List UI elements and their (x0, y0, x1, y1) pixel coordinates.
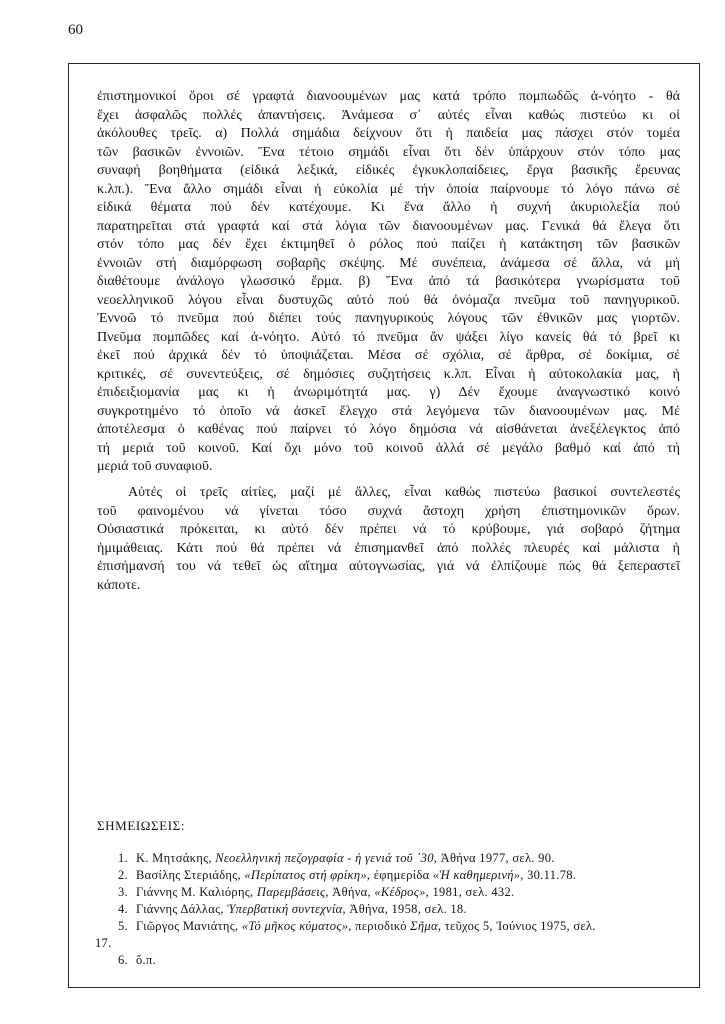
text-line: κάποτε. (97, 577, 141, 593)
note-item (118, 918, 688, 935)
note-number: 6. (118, 953, 128, 967)
note-title: Νεοελληνική πεζογραφία - ἡ γενιά τοῦ ᾽30 (215, 851, 434, 865)
note-title: «Τό μῆκος κύματος» (241, 919, 349, 933)
note-item (118, 901, 688, 918)
text-line: τῶν βασικῶν ἐννοιῶν. Ἕνα τέτοιο σημάδι εἶναι ὅτι δέν ὑπάρχουν στόν τόπο μας (97, 144, 680, 160)
note-text: , ἐφημερίδα (366, 868, 433, 882)
note-title: «Περίπατος στή φρίκη» (244, 868, 367, 882)
text-line: κ.λπ.). Ἕνα ἄλλο σημάδι εἶναι ἡ εὐκολία μέ τήν ὁποία παίρνουμε τό λόγο πάνω σέ (97, 181, 680, 197)
note-number: 4. (118, 902, 128, 916)
note-title: Ὑπερβατική συντεχνία (227, 902, 343, 916)
note-title: Παρεμβάσεις (256, 885, 326, 899)
note-text: , Ἀθήνα 1977, σελ. 90. (433, 851, 555, 865)
note-item-continuation (95, 935, 688, 952)
note-text: , Ἀθήνα, 1958, σελ. 18. (342, 902, 467, 916)
note-text: , τεῦχος 5, Ἰούνιος 1975, σελ. (437, 919, 596, 933)
paragraph (97, 484, 680, 595)
text-line: στόν τόπο μας δέν ἔχει ἐκτιμηθεῖ ὁ ρόλος πού παίζει ἡ κατάκτηση τῶν βασικῶν (97, 237, 680, 252)
note-text: , περιοδικό (348, 919, 411, 933)
note-text: Κ. Μητσάκης, (136, 851, 216, 865)
text-line: διαθέτουμε ἀνάλογο γλωσσικό ἕρμα. β) Ἕνα ἀπό τά βασικότερα γνωρίσματα τοῦ (97, 274, 680, 289)
note-text: , 30.11.78. (520, 868, 577, 882)
text-line: ἀποτέλεσμα ὁ καθένας πού παίρνει τό λόγο δημόσια νά αἰσθάνεται ἀνεξέλεγκτος ἀπό (97, 422, 680, 437)
text-line: ἐκεῖ πού ἀρχικά δέν τό ὑποψιάζεται. Μέσα σέ σχόλια, σέ ἄρθρα, σέ δοκίμια, σέ (97, 348, 680, 363)
text-line: Πνεῦμα πομπῶδες καί ἀ-νόητο. Αὐτό τό πνεῦμα ἄν ψάξει λίγο κανείς θά τό βρεῖ κι (97, 329, 680, 345)
note-title: Σῆμα (410, 919, 438, 933)
note-number: 1. (118, 851, 128, 865)
note-item (118, 867, 688, 884)
text-line: Αὐτές οἱ τρεῖς αἰτίες, μαζί μέ ἄλλες, εἶναι καθώς πιστεύω βασικοί συντελεστές (128, 485, 680, 500)
text-line: μεριά τοῦ συναφιοῦ. (97, 459, 213, 474)
text-line: Ἐννοῶ τό πνεῦμα πού διέπει τούς πανηγυρικούς λόγους τῶν ἐθνικῶν μας γιορτῶν. (97, 311, 680, 326)
note-item (118, 884, 688, 901)
text-line: ἐννοιῶν στή διαμόρφωση σοβαρῆς σκέψης. Μέ συνέπεια, ἀνάμεσα σέ ἄλλα, νά μή (97, 255, 680, 271)
text-line: ἐπιστημονικοί ὅροι σέ γραφτά διανοουμένων μας κατά τρόπο πομπωδῶς ἀ-νόητο - θά (97, 89, 680, 104)
text-line: Οὐσιαστικά πρόκειται, κι αὐτό δέν πρέπει νά τό κρύβουμε, γιά σοβαρό ζήτημα (97, 522, 680, 537)
note-number: 3. (118, 885, 128, 899)
note-title: «Ἡ καθημερινή» (432, 868, 521, 882)
text-line: παρατηρεῖται στά γραφτά καί στά λόγια τῶν διανοουμένων μας. Γενικά θά ἔλεγα ὅτι (97, 218, 680, 234)
note-item (118, 952, 688, 969)
text-line: συναφή βοηθήματα (εἰδικά λεξικά, εἰδικές ἐγκυκλοπαίδειες, ἔργα βασικῆς ἔρευνας (97, 163, 680, 178)
note-item (118, 850, 688, 867)
text-line: εἰδικά θέματα πού δέν κατέχουμε. Κι ἕνα ἄλλο ἡ συχνή ἀκυριολεξία πού (97, 200, 680, 215)
note-text: Γιάννης Δάλλας, (136, 902, 228, 916)
text-line: ἔχει ἀσφαλῶς πολλές ἀπαντήσεις. Ἀνάμεσα σ᾽ αὐτές εἶναι καθώς πιστεύω κι οἱ (97, 107, 680, 123)
note-text: Γιάννης Μ. Καλιόρης, (136, 885, 257, 899)
note-text: , Ἀθήνα, (325, 885, 375, 899)
paragraph (97, 88, 680, 477)
notes-list (95, 850, 688, 969)
text-line: ἀκόλουθες τρεῖς. α) Πολλά σημάδια δείχνουν ὅτι ἡ παιδεία μας πάσχει στόν τομέα (97, 126, 680, 141)
text-line: ἐπισήμανσή του νά τεθεῖ ὡς αἴτημα αὐτογνωσίας, γιά νά ἐλπίζουμε πώς θά ξεπεραστεῖ (97, 559, 680, 574)
text-line: νεοελληνικοῦ λόγου εἶναι δυστυχῶς αὐτό πού θά ὀνόμαζα πνεῦμα τοῦ πανηγυρικοῦ. (97, 292, 680, 308)
notes-heading: ΣΗΜΕΙΩΣΕΙΣ: (97, 818, 186, 833)
note-text: ὅ.π. (136, 953, 157, 967)
note-title: «Κέδρος» (374, 885, 426, 899)
text-line: κριτικές, σέ συνεντεύξεις, σέ δημόσιες συζητήσεις κ.λπ. Εἶναι ἡ αὐτοκολακία μας, ἡ (97, 366, 680, 382)
note-text: Γιῶργος Μανιάτης, (136, 919, 242, 933)
text-line: τή μεριά τοῦ κοινοῦ. Καί ὄχι μόνο τοῦ κοινοῦ ἀλλά σέ μεγάλο βαθμό καί ἀπό τή (97, 440, 680, 456)
note-text: , 1981, σελ. 432. (425, 885, 515, 899)
note-text: 17. (95, 936, 112, 950)
text-line: ἐπιδειξιομανία μας κι ἡ ἀνωριμότητά μας. γ) Δέν ἔχουμε ἀναγνωστικό κοινό (97, 385, 680, 400)
text-line: συγκροτημένο τό ὁποῖο νά ἀσκεῖ ἔλεγχο στά λεγόμενα τῶν διανοουμένων μας. Μέ (97, 403, 680, 419)
note-number: 2. (118, 868, 128, 882)
note-number: 5. (118, 919, 128, 933)
text-line: τοῦ φαινομένου νά γίνεται τόσο συχνά ἄστοχη χρήση ἐπιστημονικῶν ὅρων. (97, 503, 680, 519)
note-text: Βασίλης Στεριάδης, (136, 868, 245, 882)
page-number: 60 (68, 22, 83, 38)
text-line: ἡμιμάθειας. Κάτι πού θά πρέπει νά ἐπισημανθεῖ ἀπό πολλές πλευρές καί μάλιστα ἡ (97, 540, 680, 556)
